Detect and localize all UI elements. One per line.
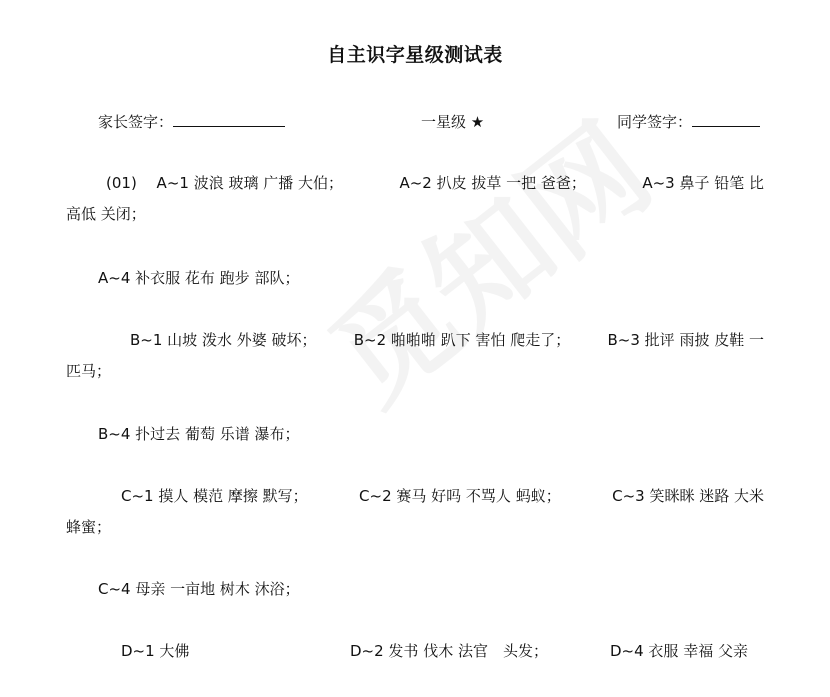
- word-set-d4: D~4 衣服 幸福 父亲: [610, 642, 748, 660]
- word-group-b: [66, 330, 764, 381]
- word-set-d1: D~1 大佛: [121, 642, 190, 660]
- word-set-a4: A~4 补衣服 花布 跑步 部队；: [98, 269, 300, 287]
- parent-signature: [98, 112, 285, 132]
- student-signature-label: 同学签字：: [617, 113, 693, 131]
- word-set-c2: C~2 赛马 好吗 不骂人 蚂蚁；: [359, 487, 561, 505]
- word-set-b2: B~2 啪啪啪 趴下 害怕 爬走了；: [353, 331, 571, 349]
- word-set-b3: B~3 批评 雨披 皮鞋 一: [607, 331, 764, 349]
- student-signature-line[interactable]: [692, 112, 760, 127]
- word-group-a: [66, 173, 764, 224]
- word-set-c3: C~3 笑眯眯 迷路 大米: [612, 487, 764, 505]
- word-set-a3: A~3 鼻子 铅笔 比: [642, 174, 764, 192]
- word-set-c4: C~4 母亲 一亩地 树木 沐浴；: [98, 580, 300, 598]
- word-set-b4: B~4 扑过去 葡萄 乐谱 瀑布；: [98, 425, 300, 443]
- parent-signature-label: 家长签字：: [98, 113, 174, 131]
- word-set-continuation: 匹马；: [66, 362, 112, 380]
- student-signature: [617, 112, 760, 132]
- word-group-c: [66, 486, 764, 537]
- word-set-d2: D~2 发书 伐木 法官 头发；: [350, 642, 548, 660]
- word-set-continuation: 蜂蜜；: [66, 518, 112, 536]
- word-set-c1: C~1 摸人 模范 摩擦 默写；: [121, 487, 308, 505]
- word-set-continuation: 高低 关闭；: [66, 205, 146, 223]
- parent-signature-line[interactable]: [173, 112, 285, 127]
- word-set-a1: (01) A~1 波浪 玻璃 广播 大伯；: [106, 174, 344, 192]
- word-set-b1: B~1 山坡 泼水 外婆 破坏；: [130, 331, 317, 349]
- word-set-a2: A~2 扒皮 拔草 一把 爸爸；: [399, 174, 586, 192]
- star-level: 一星级 ★: [421, 113, 485, 131]
- page-title: 自主识字星级测试表: [327, 44, 503, 66]
